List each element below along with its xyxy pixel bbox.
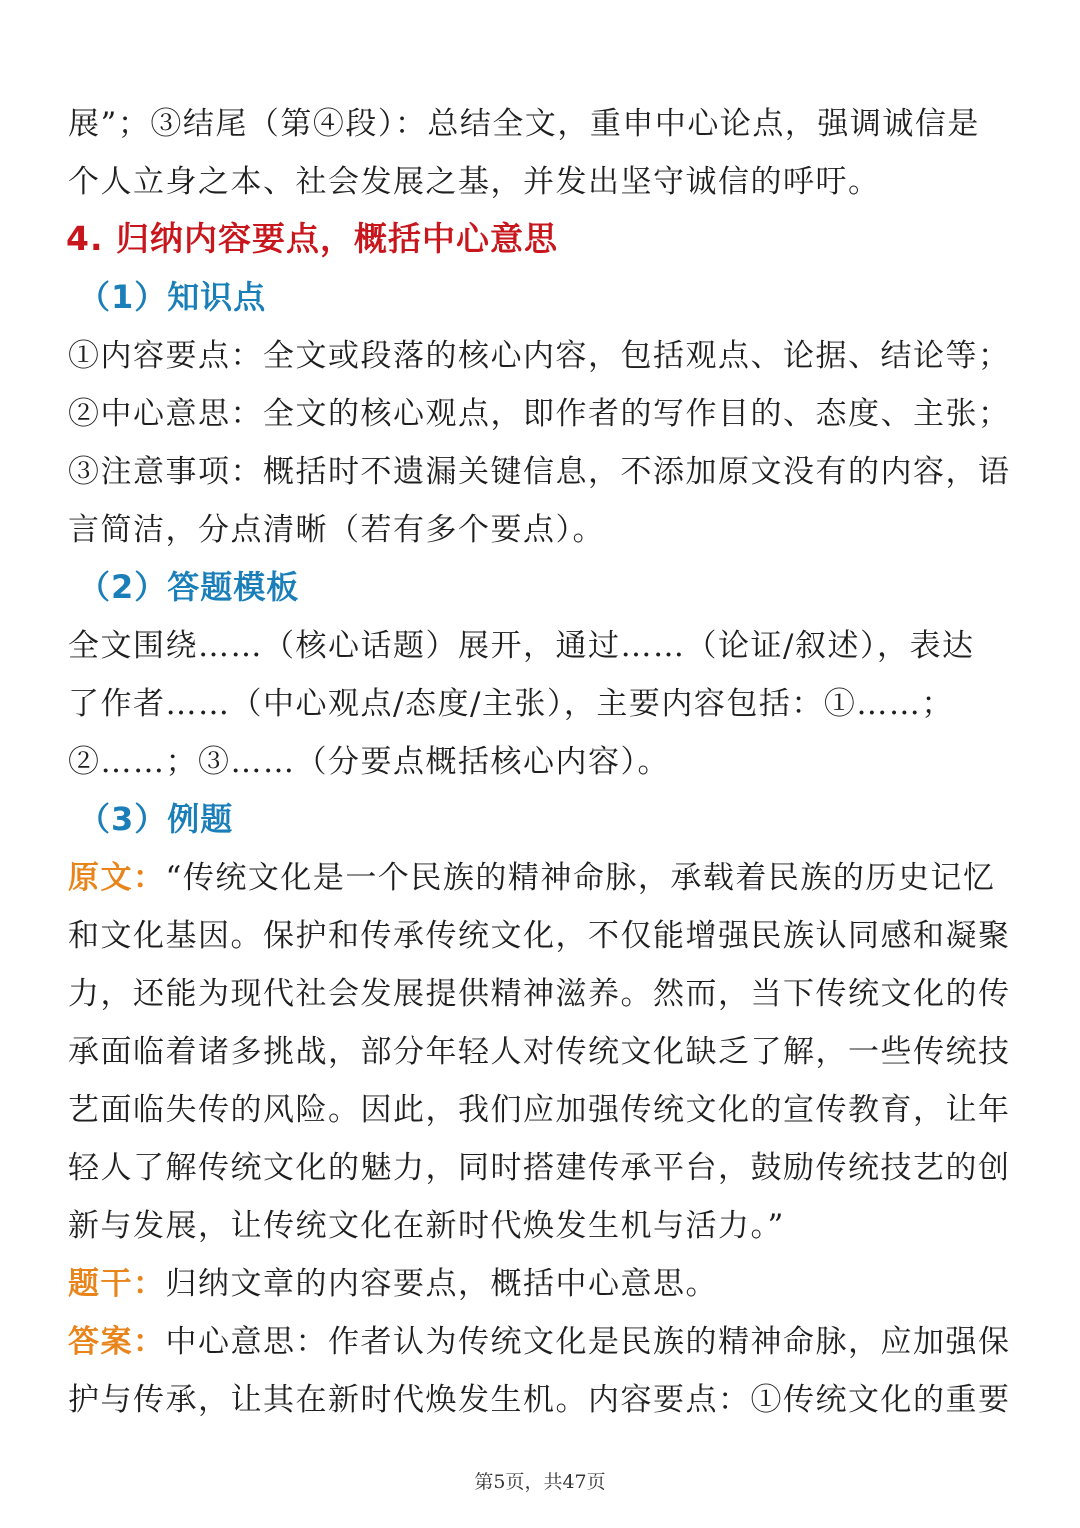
intro-line-1: 展”；③结尾（第④段）：总结全文，重申中心论点，强调诚信是 [68, 106, 980, 142]
page-number: 第5页，共47页 [474, 1471, 606, 1493]
subsection-heading-example: （3）例题 [78, 800, 234, 838]
question-text: 归纳文章的内容要点，概括中心意思。 [165, 1266, 718, 1302]
question-line [68, 1264, 1018, 1304]
answer-line-1 [68, 1322, 1018, 1362]
knowledge-line-2: ②中心意思：全文的核心观点，即作者的写作目的、态度、主张； [68, 396, 1011, 432]
original-text-1: “传统文化是一个民族的精神命脉，承载着民族的历史记忆 [165, 860, 996, 896]
question-label: 题干： [68, 1266, 166, 1302]
original-line-7: 新与发展，让传统文化在新时代焕发生机与活力。” [68, 1208, 785, 1244]
template-line-1: 全文围绕……（核心话题）展开，通过……（论证/叙述），表达 [68, 628, 975, 664]
answer-text-1: 中心意思：作者认为传统文化是民族的精神命脉，应加强保 [165, 1324, 1011, 1360]
original-line-1 [68, 858, 1018, 898]
subsection-heading-template: （2）答题模板 [78, 568, 300, 606]
answer-line-2: 护与传承，让其在新时代焕发生机。内容要点：①传统文化的重要 [68, 1382, 1011, 1418]
original-line-5: 艺面临失传的风险。因此，我们应加强传统文化的宣传教育，让年 [68, 1092, 1011, 1128]
original-line-2: 和文化基因。保护和传承传统文化，不仅能增强民族认同感和凝聚 [68, 918, 1011, 954]
section-heading: 4. 归纳内容要点，概括中心意思 [66, 219, 558, 258]
original-line-3: 力，还能为现代社会发展提供精神滋养。然而，当下传统文化的传 [68, 976, 1011, 1012]
subsection-heading-knowledge: （1）知识点 [78, 278, 267, 316]
knowledge-line-3: ③注意事项：概括时不遗漏关键信息，不添加原文没有的内容，语 [68, 454, 1011, 490]
knowledge-line-1: ①内容要点：全文或段落的核心内容，包括观点、论据、结论等； [68, 338, 1011, 374]
answer-label: 答案： [68, 1324, 166, 1360]
original-line-4: 承面临着诸多挑战，部分年轻人对传统文化缺乏了解，一些传统技 [68, 1034, 1011, 1070]
template-line-2: 了作者……（中心观点/态度/主张），主要内容包括：①……； [68, 686, 954, 722]
original-label: 原文： [68, 860, 166, 896]
intro-line-2: 个人立身之本、社会发展之基，并发出坚守诚信的呼吁。 [68, 164, 881, 200]
template-line-3: ②……；③……（分要点概括核心内容）。 [68, 744, 670, 780]
original-line-6: 轻人了解传统文化的魅力，同时搭建传承平台，鼓励传统技艺的创 [68, 1150, 1011, 1186]
knowledge-line-4: 言简洁，分点清晰（若有多个要点）。 [68, 512, 605, 548]
